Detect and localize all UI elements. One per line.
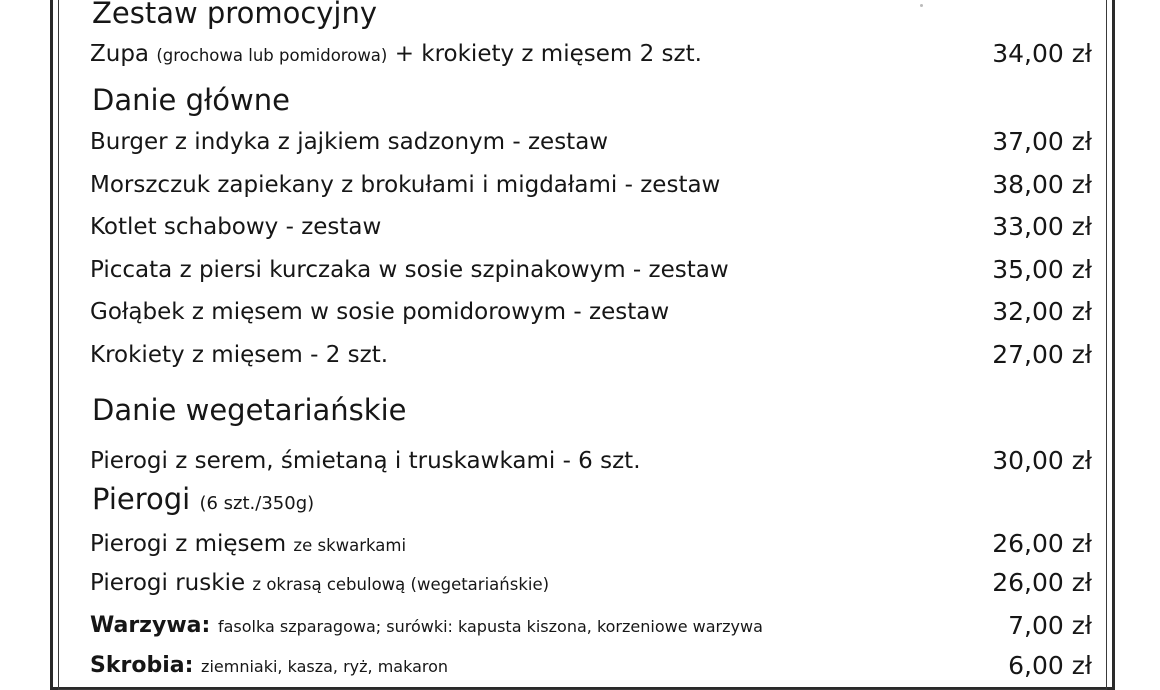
menu-item-hake [90,169,1092,201]
menu-item-price: 37,00 zł [992,127,1092,156]
menu-item-piccata [90,254,1092,286]
section-title-main: Danie główne [92,83,290,117]
menu-item-price: 6,00 zł [1008,651,1092,680]
menu-item-label: Morszczuk zapiekany z brokułami i migdałami - zestaw [90,172,721,198]
menu-item-label: Skrobia: ziemniaki, kasza, ryż, makaron [90,653,449,678]
section-title-pierogi: Pierogi (6 szt./350g) [92,482,315,516]
menu-item-meat-pierogi [90,528,1092,560]
menu-item-pork-cutlet [90,211,1092,243]
menu-item-sweet-pierogi [90,445,1092,477]
menu-item-label: Piccata z piersi kurczaka w sosie szpinakowym - zestaw [90,257,729,283]
menu-item-label: Krokiety z mięsem - 2 szt. [90,342,389,368]
menu-item-price: 26,00 zł [992,529,1092,558]
section-title-vege: Danie wegetariańskie [92,393,407,427]
menu-item-promo-soup [90,38,1092,70]
menu-item-price: 34,00 zł [992,39,1092,68]
menu-item-price: 27,00 zł [992,340,1092,369]
menu-item-price: 35,00 zł [992,255,1092,284]
menu-item-golabek [90,296,1092,328]
menu-item-ruskie-pierogi [90,567,1092,599]
menu-item-label: Pierogi z mięsem ze skwarkami [90,531,407,557]
menu-item-price: 7,00 zł [1008,611,1092,640]
menu-item-burger [90,126,1092,158]
paper-speck [920,4,923,7]
menu-item-starches [90,650,1092,682]
menu-item-label: Zupa (grochowa lub pomidorowa) + krokiety z mięsem 2 szt. [90,41,702,67]
menu-item-label: Kotlet schabowy - zestaw [90,214,382,240]
menu-item-croquettes [90,339,1092,371]
section-note: (6 szt./350g) [199,493,315,514]
menu-item-price: 32,00 zł [992,297,1092,326]
menu-item-label: Gołąbek z mięsem w sosie pomidorowym - zestaw [90,299,670,325]
section-title-promo: Zestaw promocyjny [92,0,378,30]
menu-item-vegetables [90,610,1092,642]
menu-item-price: 33,00 zł [992,212,1092,241]
menu-item-price: 26,00 zł [992,568,1092,597]
menu-item-label: Burger z indyka z jajkiem sadzonym - zestaw [90,129,609,155]
menu-item-label: Warzywa: fasolka szparagowa; surówki: kapusta kiszona, korzeniowe warzywa [90,613,763,638]
menu-item-label: Pierogi ruskie z okrasą cebulową (wegetariańskie) [90,570,550,596]
menu-item-price: 30,00 zł [992,446,1092,475]
menu-item-label: Pierogi z serem, śmietaną i truskawkami - 6 szt. [90,448,641,474]
menu-item-price: 38,00 zł [992,170,1092,199]
